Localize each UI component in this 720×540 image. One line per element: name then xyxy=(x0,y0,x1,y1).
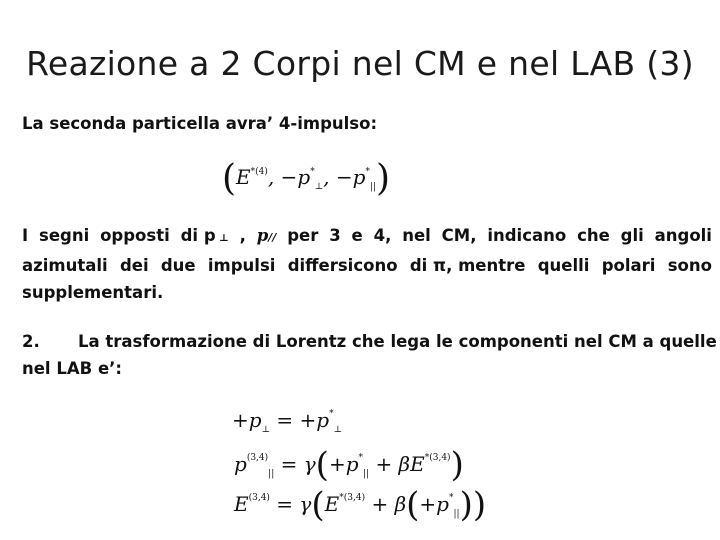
equation-energy: $E^{(3,4)} = \gamma(E^{*(3,4)} + \beta(+p^*_{||}))$ xyxy=(234,485,487,525)
paragraph-signs xyxy=(22,222,712,306)
paragraph-line-3: supplementari. xyxy=(22,283,164,302)
item-text-line-1: La trasformazione di Lorentz che lega le componenti nel CM a quelle xyxy=(78,332,717,351)
item-number: 2. xyxy=(22,332,40,351)
slide-title: Reazione a 2 Corpi nel CM e nel LAB (3) xyxy=(26,44,694,83)
item-text-line-2: nel LAB e’: xyxy=(22,359,122,378)
intro-text: La seconda particella avra’ 4-impulso: xyxy=(22,114,378,133)
equation-longitudinal: $p^{(3,4)}_{||} = \gamma(+p^*_{||} + \beta E^{*(3,4)})$ xyxy=(234,445,464,485)
paragraph-line-2: azimutali dei due impulsi differsicono di π, mentre quelli polari sono xyxy=(22,256,712,275)
four-momentum-formula: ($E^{*(4)}$, $-p^*_\perp$, $-p^*_{||}$) xyxy=(222,158,391,199)
equation-transverse: $+p_\perp = +p^*_\perp$ xyxy=(232,408,343,435)
paragraph-line-1: I segni opposti di p ⊥ , p// per 3 e 4, nel CM, indicano che gli angoli xyxy=(22,226,712,245)
